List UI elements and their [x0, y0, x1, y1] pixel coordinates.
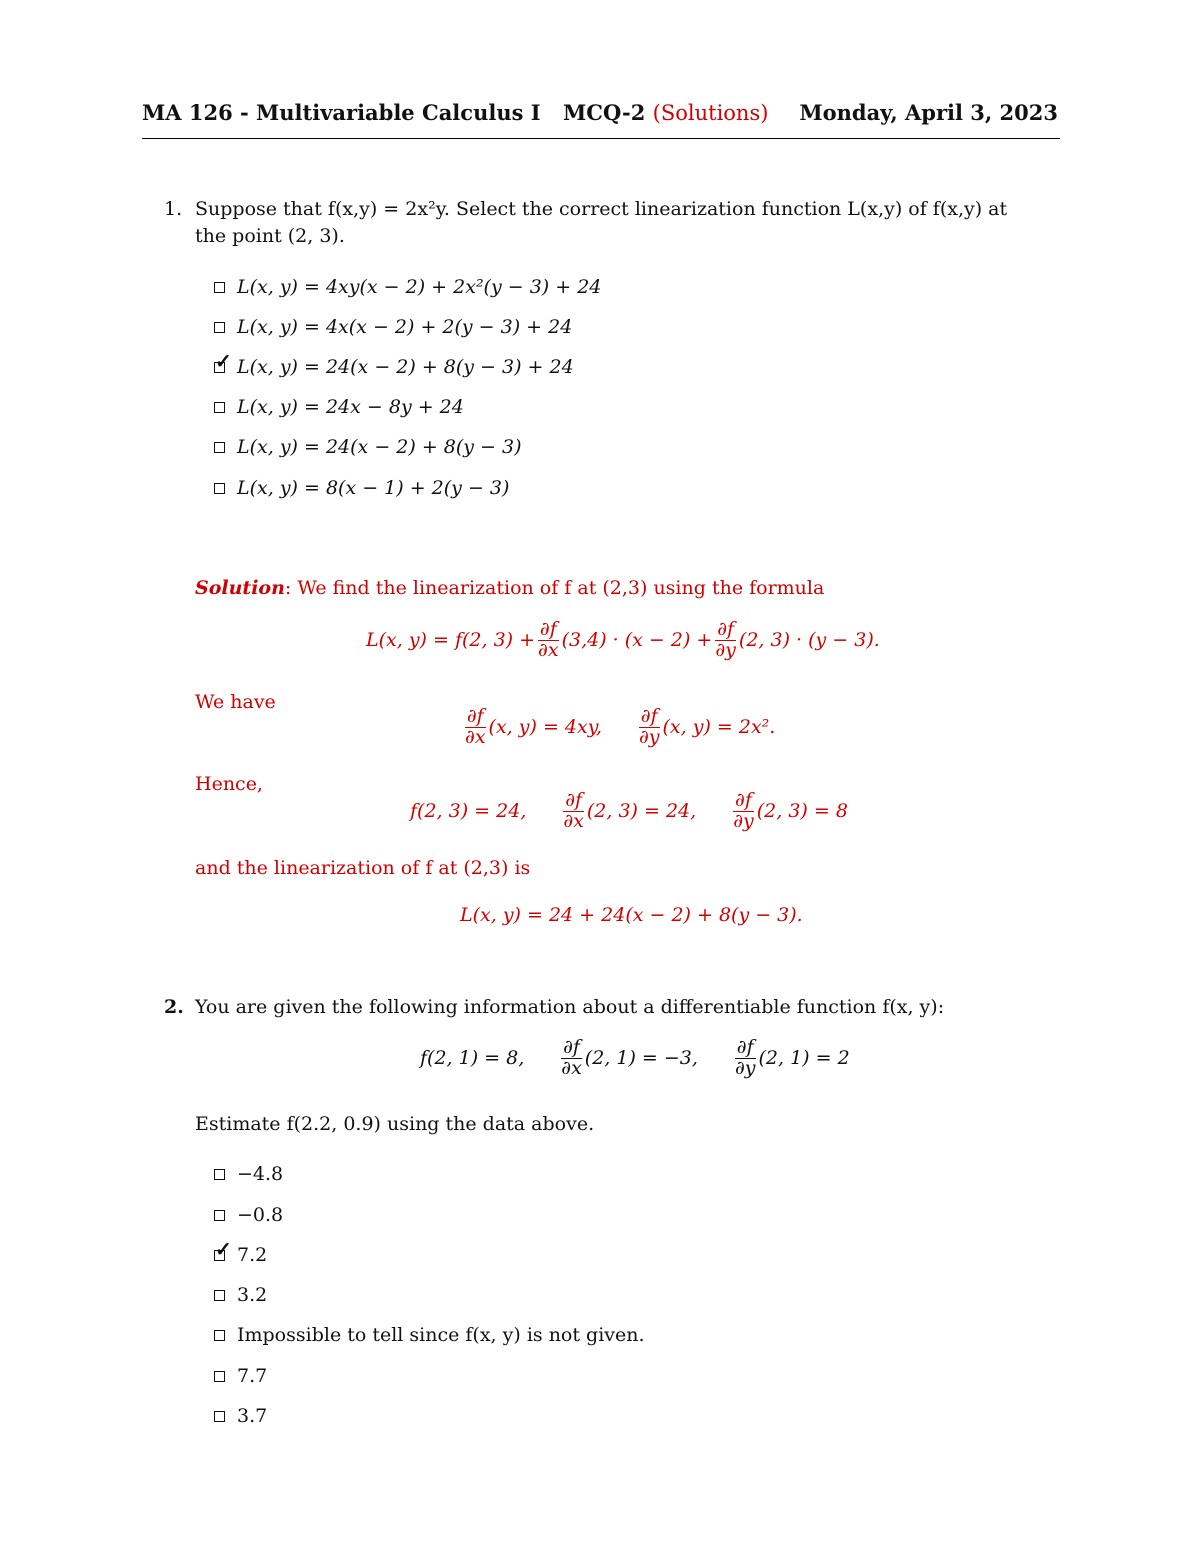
values-equation — [410, 791, 848, 832]
option-text: L(x, y) = 4x(x − 2) + 2(y − 3) + 24 — [237, 316, 573, 338]
checkbox[interactable] — [214, 1169, 225, 1180]
formula-lhs: L(x, y) = f(2, 3) + — [366, 629, 536, 652]
given-fx: (2, 1) = −3, — [584, 1047, 698, 1070]
quiz-name: MCQ-2 — [563, 100, 646, 125]
q2-option[interactable] — [214, 1236, 268, 1266]
checkbox[interactable] — [214, 322, 225, 333]
option-text: L(x, y) = 8(x − 1) + 2(y − 3) — [237, 477, 510, 499]
fx-value: (2, 3) = 24, — [586, 800, 697, 823]
q2-option[interactable] — [214, 1204, 283, 1226]
checkbox[interactable] — [214, 402, 225, 413]
checkbox[interactable] — [214, 442, 225, 453]
checkbox[interactable] — [214, 1210, 225, 1221]
q1-number: 1. — [164, 198, 183, 220]
partials-equation — [462, 707, 775, 748]
option-text: L(x, y) = 4xy(x − 2) + 2x²(y − 3) + 24 — [237, 276, 602, 298]
f-value: f(2, 3) = 24, — [410, 800, 527, 823]
checkbox[interactable] — [214, 348, 232, 373]
solution-intro — [195, 577, 824, 599]
q1-option[interactable] — [214, 316, 572, 338]
q2-prompt: You are given the following information about a differentiable function f(x, y): — [195, 996, 945, 1018]
q2-option[interactable] — [214, 1163, 283, 1185]
check-mark-icon: ✓ — [215, 348, 232, 373]
partial-y: $\frac{\partial f}{\partial y}$ — [715, 618, 736, 661]
hence-text: Hence, — [195, 773, 263, 795]
solution-intro-text: : We find the linearization of f at (2,3) using the formula — [284, 577, 825, 599]
check-mark-icon: ✓ — [215, 1236, 232, 1261]
formula-end: (2, 3) · (y − 3). — [738, 629, 880, 652]
solutions-tag: (Solutions) — [652, 101, 769, 125]
checkbox[interactable] — [214, 1330, 225, 1341]
option-text: L(x, y) = 24(x − 2) + 8(y − 3) — [237, 436, 522, 458]
q2-option[interactable] — [214, 1324, 645, 1346]
q2-option[interactable] — [214, 1365, 267, 1387]
given-fy: (2, 1) = 2 — [758, 1047, 850, 1070]
q2-option[interactable] — [214, 1284, 267, 1306]
solution-label: Solution — [195, 577, 285, 599]
linearization-formula — [366, 620, 880, 661]
fy-expr: (x, y) = 2x². — [662, 716, 776, 739]
formula-mid: (3,4) · (x − 2) + — [561, 629, 713, 652]
option-text: L(x, y) = 24(x − 2) + 8(y − 3) + 24 — [237, 356, 574, 378]
given-equation — [420, 1038, 850, 1079]
q2-estimate: Estimate f(2.2, 0.9) using the data above. — [195, 1113, 595, 1135]
we-have-text: We have — [195, 691, 276, 713]
partial-x: $\frac{\partial f}{\partial x}$ — [465, 705, 486, 748]
header-rule — [142, 138, 1060, 139]
q2-option[interactable] — [214, 1405, 267, 1427]
final-linearization: L(x, y) = 24 + 24(x − 2) + 8(y − 3). — [460, 904, 803, 926]
option-text: Impossible to tell since f(x, y) is not given. — [237, 1324, 645, 1346]
q1-option[interactable] — [214, 436, 522, 458]
checkbox[interactable] — [214, 1411, 225, 1422]
q1-option[interactable] — [214, 348, 574, 378]
q1-prompt-line1: Suppose that f(x,y) = 2x²y. Select the correct linearization function L(x,y) of f(x,y) at — [195, 198, 1008, 220]
checkbox[interactable] — [214, 483, 225, 494]
checkbox[interactable] — [214, 1371, 225, 1382]
q1-option[interactable] — [214, 477, 509, 499]
q1-prompt-line2: the point (2, 3). — [195, 225, 345, 247]
option-text: 7.2 — [237, 1244, 268, 1266]
fx-expr: (x, y) = 4xy, — [488, 716, 602, 739]
given-f: f(2, 1) = 8, — [420, 1047, 525, 1070]
conclusion-text: and the linearization of f at (2,3) is — [195, 857, 531, 879]
fy-value: (2, 3) = 8 — [756, 800, 848, 823]
option-text: L(x, y) = 24x − 8y + 24 — [237, 396, 464, 418]
checkbox[interactable] — [214, 282, 225, 293]
partial-x: $\frac{\partial f}{\partial x}$ — [561, 1036, 582, 1079]
checkbox[interactable] — [214, 1236, 232, 1261]
option-text: 3.7 — [237, 1405, 268, 1427]
option-text: 7.7 — [237, 1365, 268, 1387]
q1-option[interactable] — [214, 396, 464, 418]
quiz-title — [563, 100, 768, 125]
option-text: 3.2 — [237, 1284, 268, 1306]
partial-x: $\frac{\partial f}{\partial x}$ — [538, 618, 559, 661]
q1-option[interactable] — [214, 276, 601, 298]
quiz-date: Monday, April 3, 2023 — [799, 100, 1058, 125]
course-title: MA 126 - Multivariable Calculus I — [142, 100, 541, 125]
q2-number: 2. — [164, 996, 184, 1018]
partial-y: $\frac{\partial f}{\partial y}$ — [734, 1036, 756, 1079]
partial-x: $\frac{\partial f}{\partial x}$ — [563, 789, 584, 832]
checkbox[interactable] — [214, 1290, 225, 1301]
option-text: −4.8 — [237, 1163, 284, 1185]
partial-y: $\frac{\partial f}{\partial y}$ — [733, 789, 754, 832]
partial-y: $\frac{\partial f}{\partial y}$ — [638, 705, 660, 748]
option-text: −0.8 — [237, 1204, 284, 1226]
